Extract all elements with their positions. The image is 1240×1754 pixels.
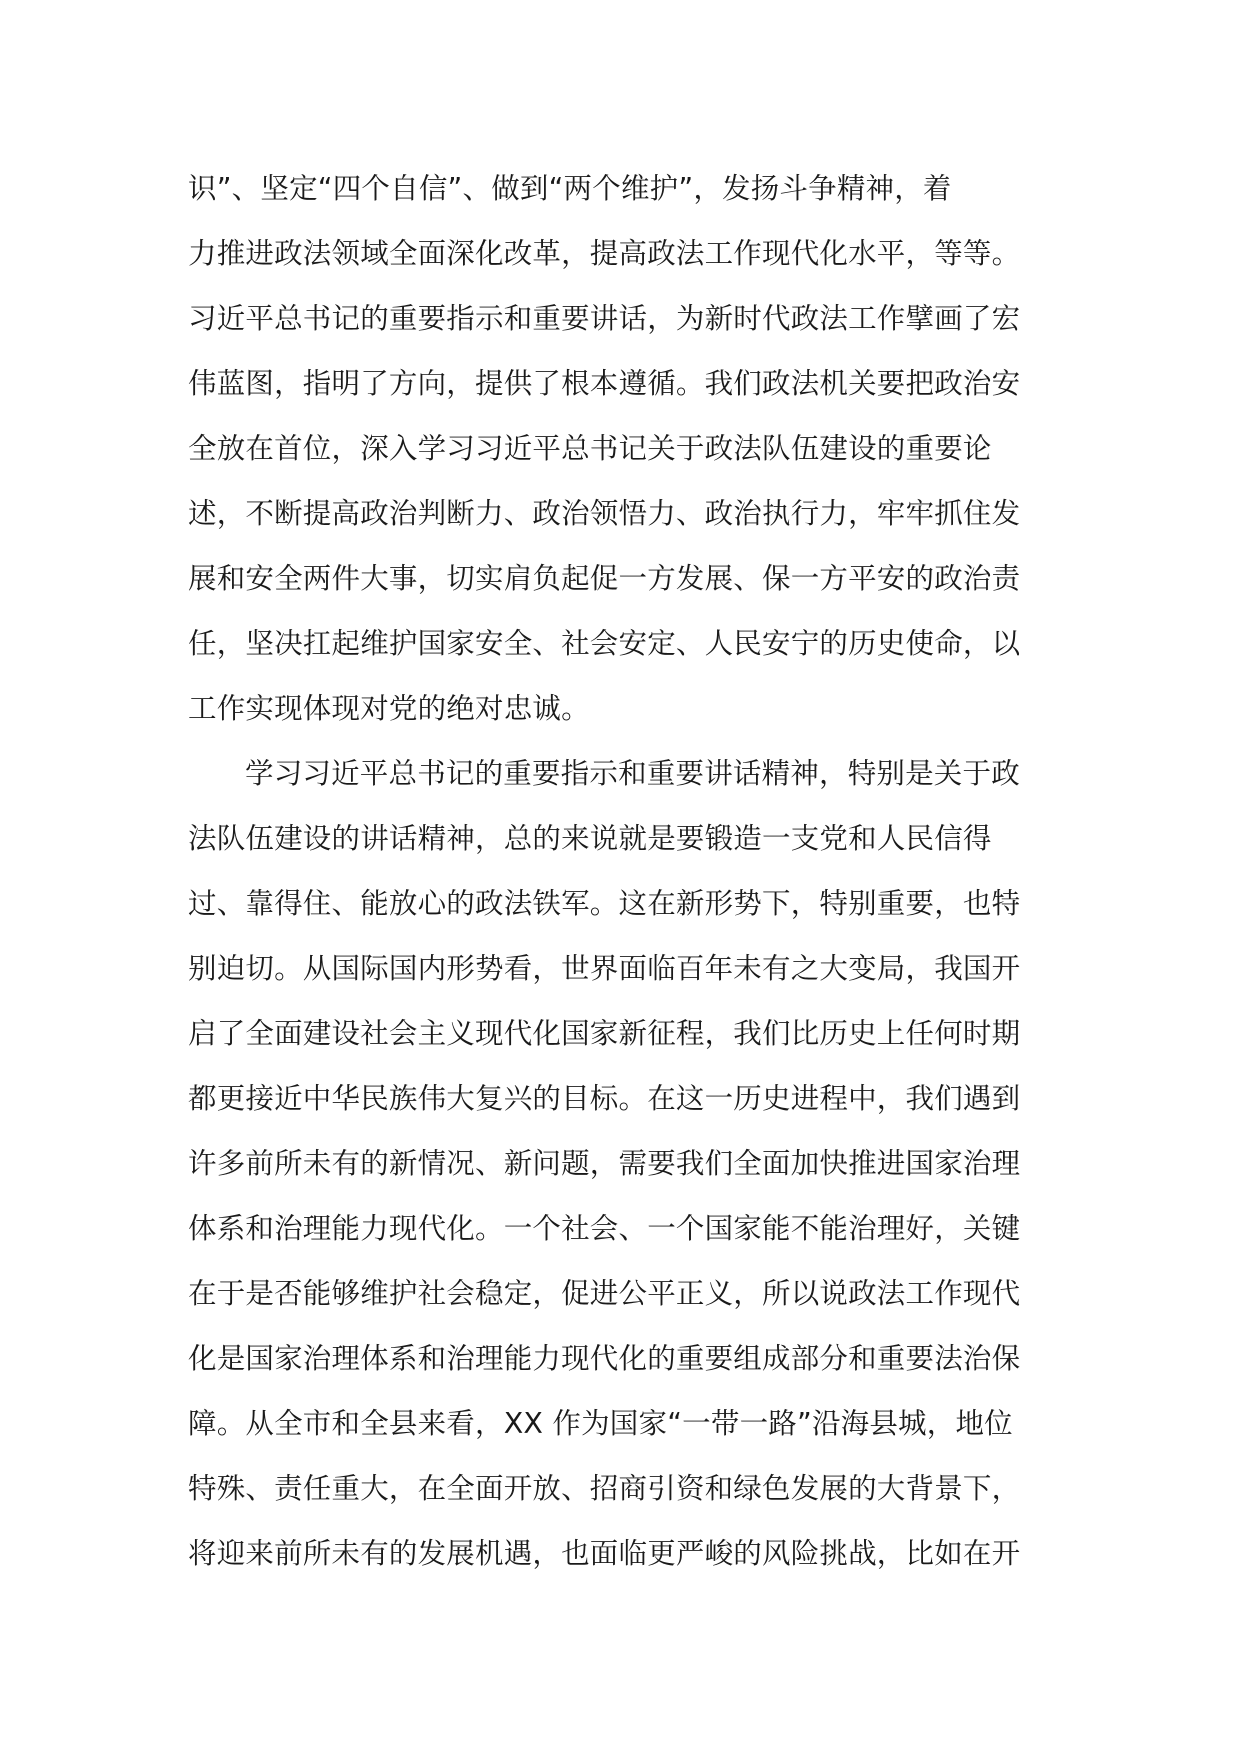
body-text — [188, 170, 1068, 1600]
text-line: 别迫切。从国际国内形势看，世界面临百年未有之大变局，我国开 — [188, 952, 1021, 985]
text-line: 在于是否能够维护社会稳定，促进公平正义，所以说政法工作现代 — [188, 1277, 1021, 1310]
text-line: 展和安全两件大事，切实肩负起促一方发展、保一方平安的政治责 — [188, 562, 1021, 595]
text-line: 述，不断提高政治判断力、政治领悟力、政治执行力，牢牢抓住发 — [188, 497, 1021, 530]
text-line: 将迎来前所未有的发展机遇，也面临更严峻的风险挑战，比如在开 — [188, 1537, 1021, 1570]
text-line: 识”、坚定“四个自信”、做到“两个维护”，发扬斗争精神，着 — [188, 172, 952, 205]
text-line: 特殊、责任重大，在全面开放、招商引资和绿色发展的大背景下， — [188, 1472, 1021, 1505]
text-line: 都更接近中华民族伟大复兴的目标。在这一历史进程中，我们遇到 — [188, 1082, 1021, 1115]
text-line: 化是国家治理体系和治理能力现代化的重要组成部分和重要法治保 — [188, 1342, 1021, 1375]
text-line: 力推进政法领域全面深化改革，提高政法工作现代化水平，等等。 — [188, 237, 1021, 270]
text-line: 工作实现体现对党的绝对忠诚。 — [188, 692, 590, 725]
text-line: 法队伍建设的讲话精神，总的来说就是要锻造一支党和人民信得 — [188, 822, 992, 855]
text-line: 障。从全市和全县来看，XX 作为国家“一带一路”沿海县城，地位 — [188, 1407, 1013, 1440]
text-line: 任，坚决扛起维护国家安全、社会安定、人民安宁的历史使命，以 — [188, 627, 1021, 660]
text-line: 许多前所未有的新情况、新问题，需要我们全面加快推进国家治理 — [188, 1147, 1021, 1180]
paragraph-first-line: 学习习近平总书记的重要指示和重要讲话精神，特别是关于政 — [245, 757, 1020, 790]
text-line: 启了全面建设社会主义现代化国家新征程，我们比历史上任何时期 — [188, 1017, 1021, 1050]
text-line: 体系和治理能力现代化。一个社会、一个国家能不能治理好，关键 — [188, 1212, 1021, 1245]
text-line: 过、靠得住、能放心的政法铁军。这在新形势下，特别重要，也特 — [188, 887, 1021, 920]
text-line: 习近平总书记的重要指示和重要讲话，为新时代政法工作擘画了宏 — [188, 302, 1021, 335]
text-line: 伟蓝图，指明了方向，提供了根本遵循。我们政法机关要把政治安 — [188, 367, 1021, 400]
text-line: 全放在首位，深入学习习近平总书记关于政法队伍建设的重要论 — [188, 432, 992, 465]
